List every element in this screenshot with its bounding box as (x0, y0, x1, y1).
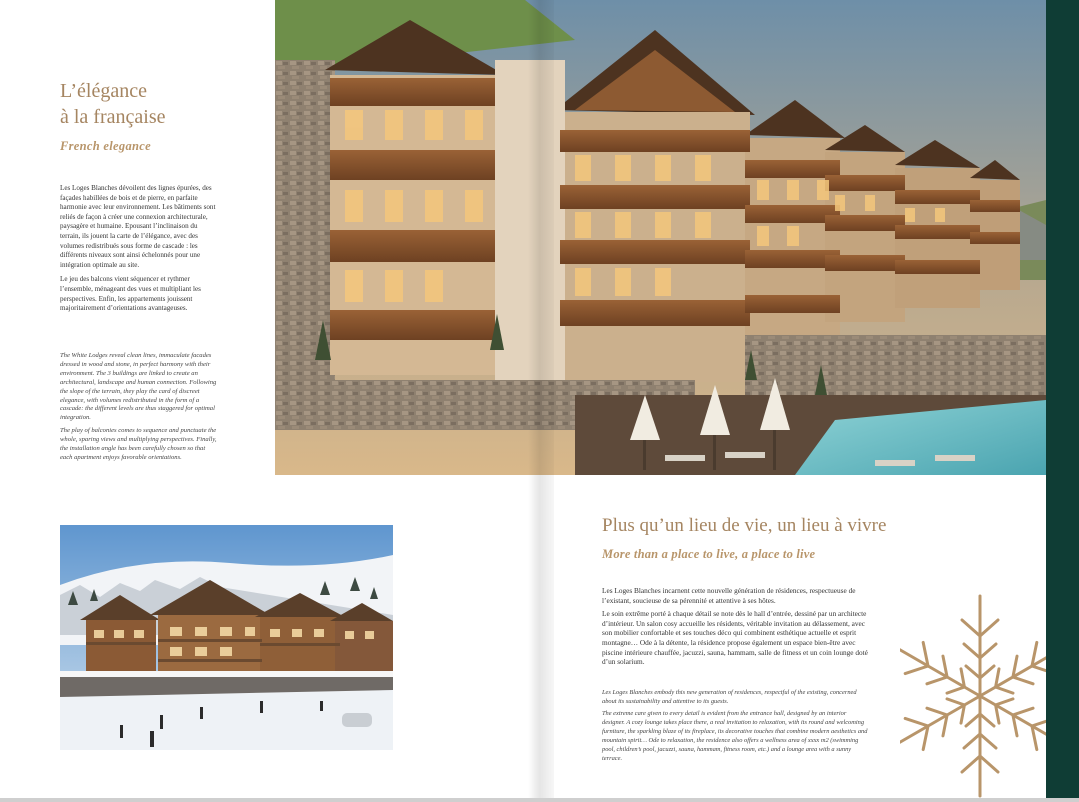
paragraph: The play of balconies comes to sequence and punctuate the whole, sparing views and multiplying perspectives. Finally, the installation angle has been carefully chosen so that each apartment enjoys favorable orientations. (60, 427, 217, 461)
winter-resort-photo (60, 525, 393, 750)
paragraph: The White Lodges reveal clean lines, immaculate facades dressed in wood and stone, in perfect harmony with their environment. The 3 buildings are linked to create an architectural, landscape and human connection. Following the slope of the terrain, they play the card of discreet elegance, with volumes redistributed in the form of a cascade: the different levels are thus staggered for optimal integration. (60, 352, 217, 422)
paragraph: Les Loges Blanches embody this new generation of residences, respectful of the existing, concerned about its sustainability and attentive to its guests. (602, 689, 857, 705)
section-title-lieu-a-vivre: Plus qu’un lieu de vie, un lieu à vivre (602, 515, 887, 536)
body-text-fr (60, 184, 218, 319)
paragraph: Le jeu des balcons vient séquencer et rythmer l’ensemble, ménageant des vues et multipliant les perspectives. Enfin, les appartements jouissent majoritairement d’orientations avantageuses. (60, 275, 201, 313)
section-title-elegance (60, 78, 165, 130)
cover-edge-band (1046, 0, 1079, 802)
title-line-2: à la française (60, 106, 166, 128)
section-subtitle-place-to-live: More than a place to live, a place to live (602, 547, 816, 561)
section-subtitle-french-elegance: French elegance (60, 139, 151, 153)
paragraph: Les Loges Blanches dévoilent des lignes épurées, des façades habillées de bois et de pierre, en parfaite harmonie avec leur environnement. Les bâtiments sont reliés de façon à créer une connexion architecturale, paysagère et humaine. Epousant l’inclinaison du terrain, ils jouent la carte de l’élégance, avec des volumes redistribués sous forme de cascade : les différents niveaux sont ainsi échelonnés pour une intégration optimale au site. (60, 184, 216, 269)
body-text-fr (602, 586, 868, 671)
paragraph: The extreme care given to every detail is evident from the entrance hall, designed by an interior designer. A cozy lounge takes place there, a real invitation to relaxation, with its round and welcoming furniture, the sparkling blaze of its fireplace, its decorative touches that combine modern aesthetics and mountain spirit… Ode to relaxation, the residence also offers a wellness area of xxxx m2 (swimming pool, children’s pool, jacuzzi, sauna, hammam, fitness room, etc.) and a lounge area with a sunny terrace. (602, 710, 868, 762)
title-line-1: L’élégance (60, 80, 147, 102)
snowflake-icon (900, 590, 1060, 802)
bottom-edge (0, 798, 1079, 802)
paragraph: Les Loges Blanches incarnent cette nouvelle génération de résidences, respectueuse de l’existant, soucieuse de sa pérennité et attentive à ses hôtes. (602, 586, 856, 605)
hero-building-photo (275, 0, 1046, 475)
paragraph: Le soin extrême porté à chaque détail se note dès le hall d’entrée, dessiné par un architecte d’intérieur. Un salon cosy accueille les résidents, véritable invitation au délassement, avec son mobilier confortable et ses touches déco qui combinent esthétique actuelle et esprit montagne… Ode à la détente, la résidence propose également un espace bien-être avec piscine intérieure chauffée, jacuzzi, sauna, hammam, salle de fitness et un coin lounge doté d’un solarium. (602, 609, 868, 667)
body-text-en (602, 688, 868, 766)
body-text-en (60, 352, 218, 467)
